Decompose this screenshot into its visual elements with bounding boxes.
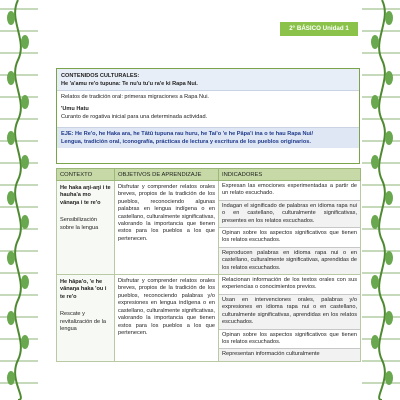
axis-line: EJE: He Re'o, he Haka ara, he Tātū tupuna rau huru, he Tai'o 'e he Pāpa'i ina o te hau Rapa Nui/ [61, 131, 314, 137]
learning-table [56, 168, 361, 362]
table-row [57, 181, 361, 275]
cultural-contents-subtitle: He 'a'amu re'o tupuna: Te nu'u tu'u ra'e ki Rapa Nui. [61, 81, 198, 87]
cultural-contents-heading: CONTENIDOS CULTURALES: [61, 73, 140, 79]
column-header-context: CONTEXTO [57, 169, 115, 181]
indicator-item: Expresan las emociones experimentadas a partir de un relato escuchado. [219, 181, 360, 201]
column-header-indicators: INDICADORES [219, 169, 361, 181]
context-subtitle: Sensibilización sobre la lengua [60, 217, 99, 231]
cultural-contents-line: Curanto de rogativa inicial para una determinada actividad. [61, 114, 208, 120]
axis-line: Lengua, tradición oral, iconografía, prácticas de lectura y escritura de los pueblos originarios. [61, 139, 311, 145]
table-header-row [57, 169, 361, 181]
context-title: He haka aŋi-aŋi i te hauha'a mo vānaŋa i te re'o [60, 185, 111, 206]
decorative-border-right [362, 0, 400, 400]
indicator-item: Usan en intervenciones orales, palabras y/o expresiones en idioma rapa nui o en castellano, culturalmente significativas, aprendidas en los relatos escuchados. [219, 295, 360, 330]
cultural-contents-body [57, 91, 359, 127]
context-cell [57, 181, 115, 275]
indicator-item: Opinan sobre los aspectos significativos que tienen los relatos escuchados. [219, 228, 360, 248]
objective-cell: Disfrutar y comprender relatos orales breves, propios de la tradición de los pueblos, reconociendo palabras y/o expresiones en lengua indígena o en castellano, culturalmente significativas, valorando la importancia que tienen estos para los pueblos a los que pertenecen. [115, 275, 219, 362]
cultural-contents-line: 'Umu Hatu [61, 106, 89, 112]
objective-cell: Disfrutar y comprender relatos orales breves, propios de la tradición de los pueblos, reconociendo algunas palabras en lengua indígena o en castellano, culturalmente significativas, valorando la importancia que tienen estos para los pueblos a los que pertenecen. [115, 181, 219, 275]
context-subtitle: Rescate y revitalización de la lengua [60, 311, 107, 333]
context-cell [57, 275, 115, 362]
decorative-border-left [0, 0, 38, 400]
column-header-objectives: OBJETIVOS DE APRENDIZAJE [115, 169, 219, 181]
indicator-item: Opinan sobre los aspectos significativos que tienen los relatos escuchados. [219, 330, 360, 350]
cultural-contents-line: Relatos de tradición oral: primeras migraciones a Rapa Nui. [61, 94, 209, 100]
grade-badge: 2° BÁSICO Unidad 1 [280, 22, 358, 36]
indicator-item: Indagan el significado de palabras en idioma rapa nui o en castellano, culturalmente significativas, presentes en los relatos escuchados. [219, 201, 360, 228]
axis-description [57, 127, 359, 148]
cultural-contents-box [56, 68, 360, 164]
indicators-cell [219, 275, 361, 362]
vine-ornament-icon [370, 0, 394, 400]
indicators-cell [219, 181, 361, 275]
indicator-item: Reproducen palabras en idioma rapa nui o en castellano, culturalmente significativas, aprendidas de los relatos escuchados. [219, 248, 360, 274]
indicator-item: Representan información culturalmente [219, 349, 360, 360]
vine-ornament-icon [6, 0, 30, 400]
cultural-contents-header [57, 69, 359, 91]
indicator-item: Relacionan información de los textos orales con sus experiencias o conocimientos previos. [219, 275, 360, 295]
context-title: He hāpa'o, 'e he vānaŋa haka 'ou i te re'o [60, 279, 107, 300]
table-row [57, 275, 361, 362]
